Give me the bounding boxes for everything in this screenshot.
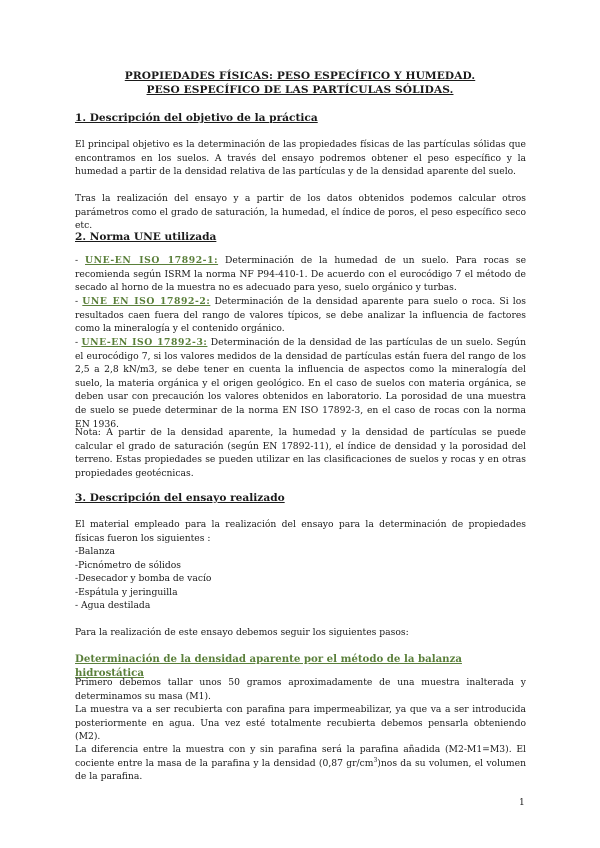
- norm-item-1-text: Determinación de la humedad de un suelo. Para rocas se recomienda según ISRM la norma NF P94-410-1. De acuerdo con el eurocódigo 7 el método de secado al horno de la muestra no es adecuado para yeso, suelo orgánico y turbas.: [75, 255, 527, 294]
- norm-item-2-bullet: -: [75, 296, 83, 307]
- norm-item-2: [75, 295, 526, 336]
- page-number: 1: [519, 798, 525, 808]
- section-1-paragraph-1: El principal objetivo es la determinación de las propiedades físicas de las partículas sólidas que encontramos en los suelos. A través del ensayo podremos obtener el peso específico y la humedad a partir de la densidad relativa de las partículas y de la densidad aparente del suelo.: [75, 139, 526, 178]
- norm-link-17892-1[interactable]: UNE-EN ISO 17892-1:: [85, 255, 219, 266]
- procedure-paragraph-3: [75, 743, 526, 784]
- norm-item-1: [75, 254, 526, 295]
- procedure-paragraph-3-b: )nos da su volumen, el volumen de la parafina.: [75, 757, 526, 783]
- norm-item-3-text: Determinación de la densidad de las partículas de un suelo. Según el eurocódigo 7, si los valores medidos de la densidad de partículas están fuera del rango de los 2,5 a 2,8 kN/m3, se debe tener en cuenta la influencia de aspectos como la mineralogía del suelo, la materia orgánica y el origen geológico. En el caso de suelos con materia orgánica, se deben usar con precaución los valores obtenidos en laboratorio. La porosidad de una muestra de suelo se puede determinar de la norma EN ISO 17892-3, en el caso de rocas con la norma EN 1936.: [75, 337, 527, 430]
- norm-item-2-text: Determinación de la densidad aparente para suelo o roca. Si los resultados caen fuera del rango de valores típicos, se debe analizar la influencia de factores como la mineralogía y el contenido orgánico.: [75, 296, 526, 335]
- document-title: PROPIEDADES FÍSICAS: PESO ESPECÍFICO Y HUMEDAD.: [124, 70, 476, 82]
- section-2-note: Nota: A partir de la densidad aparente, la humedad y la densidad de partículas se puede calcular el grado de saturación (según EN 17892-11), el índice de densidad y la porosidad del terreno. Estas propiedades se pueden utilizar en las clasificaciones de suelos y rocas y en otras propiedades geotécnicas.: [75, 427, 526, 479]
- section-2-heading: 2. Norma UNE utilizada: [75, 231, 217, 243]
- list-item: -Espátula y jeringuilla: [75, 586, 178, 598]
- subsection-heading-text: Determinación de la densidad aparente por el método de la balanza hidrostática: [75, 653, 462, 679]
- materials-list: [75, 545, 526, 613]
- norm-item-3-bullet: -: [75, 337, 82, 348]
- list-item: -Picnómetro de sólidos: [75, 559, 181, 571]
- superscript: 3: [373, 756, 378, 764]
- procedure-paragraph-3-a: La diferencia entre la muestra con y sin parafina será la parafina añadida (M2-M1=M3). El cociente entre la masa de la parafina y la densidad (0,87 gr/cm: [75, 744, 526, 769]
- section-1-paragraph-2: Tras la realización del ensayo y a partir de los datos obtenidos podemos calcular otros parámetros como el grado de saturación, la humedad, el índice de poros, el peso específico seco etc.: [75, 193, 526, 232]
- procedure-paragraph-1: Primero debemos tallar unos 50 gramos aproximadamente de una muestra inalterada y determinamos su masa (M1).: [75, 677, 526, 702]
- norm-link-17892-3[interactable]: UNE-EN ISO 17892-3:: [81, 337, 208, 348]
- list-item: -Balanza: [75, 546, 115, 557]
- section-1-heading: 1. Descripción del objetivo de la práctica: [75, 112, 318, 124]
- section-3-heading: 3. Descripción del ensayo realizado: [75, 492, 285, 504]
- section-3-intro: El material empleado para la realización del ensayo para la determinación de propiedades físicas fueron los siguientes :: [75, 519, 526, 544]
- steps-intro: Para la realización de este ensayo debemos seguir los siguientes pasos:: [75, 627, 409, 638]
- list-item: - Agua destilada: [75, 600, 151, 612]
- document-subtitle: PESO ESPECÍFICO DE LAS PARTÍCULAS SÓLIDAS.: [146, 84, 454, 96]
- list-item: -Desecador y bomba de vacío: [75, 573, 212, 585]
- norm-item-1-bullet: -: [75, 255, 86, 266]
- procedure-paragraph-2: La muestra va a ser recubierta con parafina para impermeabilizar, ya que va a ser introducida posteriormente en agua. Una vez esté totalmente recubierta debemos pensarla obteniendo (M2).: [75, 704, 526, 743]
- norm-item-3: [75, 336, 526, 431]
- norm-link-17892-2[interactable]: UNE EN ISO 17892-2:: [82, 296, 211, 307]
